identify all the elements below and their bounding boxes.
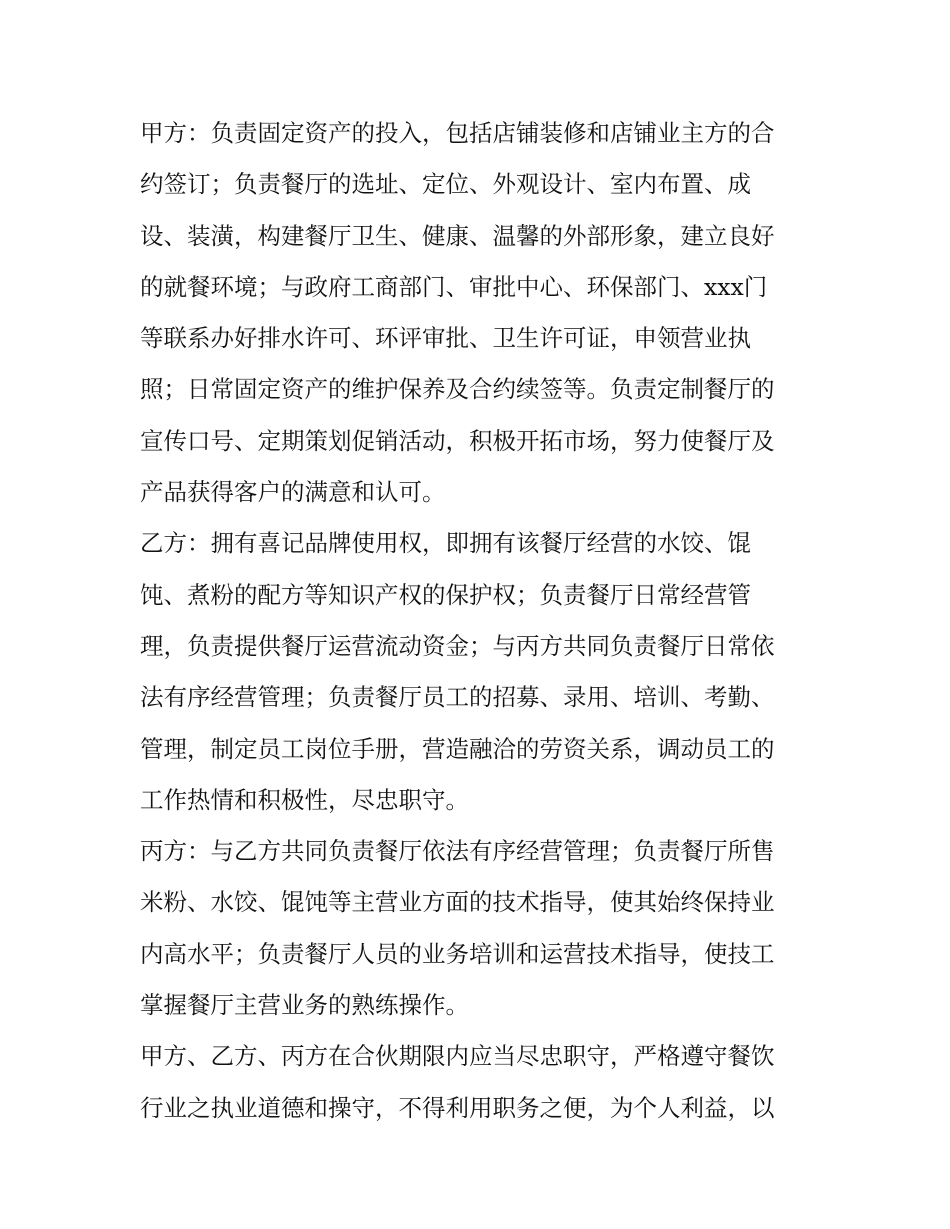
document-body bbox=[140, 108, 820, 1134]
paragraph-party-b-duties bbox=[140, 518, 820, 826]
text-line: 甲方、乙方、丙方在合伙期限内应当尽忠职守，严格遵守餐饮 bbox=[140, 1042, 775, 1071]
text-line: 法有序经营管理；负责餐厅员工的招募、录用、培训、考勤、 bbox=[140, 683, 775, 712]
paragraph-joint-obligations bbox=[140, 1031, 820, 1134]
text-line: 行业之执业道德和操守，不得利用职务之便，为个人利益，以 bbox=[140, 1093, 775, 1122]
text-line: 照；日常固定资产的维护保养及合约续签等。负责定制餐厅的 bbox=[140, 375, 775, 404]
paragraph-party-c-duties bbox=[140, 826, 820, 1031]
text-line: 的就餐环境；与政府工商部门、审批中心、环保部门、xxx门 bbox=[140, 272, 768, 301]
text-line: 约签订；负责餐厅的选址、定位、外观设计、室内布置、成 bbox=[140, 170, 751, 199]
text-line: 等联系办好排水许可、环评审批、卫生许可证，申领营业执 bbox=[140, 324, 751, 353]
text-line: 宣传口号、定期策划促销活动，积极开拓市场，努力使餐厅及 bbox=[140, 426, 775, 455]
text-line: 设、装潢，构建餐厅卫生、健康、温馨的外部形象，建立良好 bbox=[140, 221, 775, 250]
text-line: 掌握餐厅主营业务的熟练操作。 bbox=[140, 991, 469, 1020]
text-line: 饨、煮粉的配方等知识产权的保护权；负责餐厅日常经营管 bbox=[140, 580, 751, 609]
text-line: 理，负责提供餐厅运营流动资金；与丙方共同负责餐厅日常依 bbox=[140, 631, 775, 660]
text-line: 内高水平；负责餐厅人员的业务培训和运营技术指导，使技工 bbox=[140, 939, 775, 968]
text-line: 甲方：负责固定资产的投入，包括店铺装修和店铺业主方的合 bbox=[140, 119, 775, 147]
text-line: 产品获得客户的满意和认可。 bbox=[140, 478, 446, 507]
text-line: 米粉、水饺、馄饨等主营业方面的技术指导，使其始终保持业 bbox=[140, 888, 775, 917]
text-line: 乙方：拥有喜记品牌使用权，即拥有该餐厅经营的水饺、馄 bbox=[140, 529, 751, 558]
paragraph-party-a-duties bbox=[140, 108, 820, 518]
text-line: 工作热情和积极性，尽忠职守。 bbox=[140, 785, 469, 814]
text-line: 管理，制定员工岗位手册，营造融洽的劳资关系，调动员工的 bbox=[140, 734, 775, 763]
text-line: 丙方：与乙方共同负责餐厅依法有序经营管理；负责餐厅所售 bbox=[140, 837, 775, 866]
